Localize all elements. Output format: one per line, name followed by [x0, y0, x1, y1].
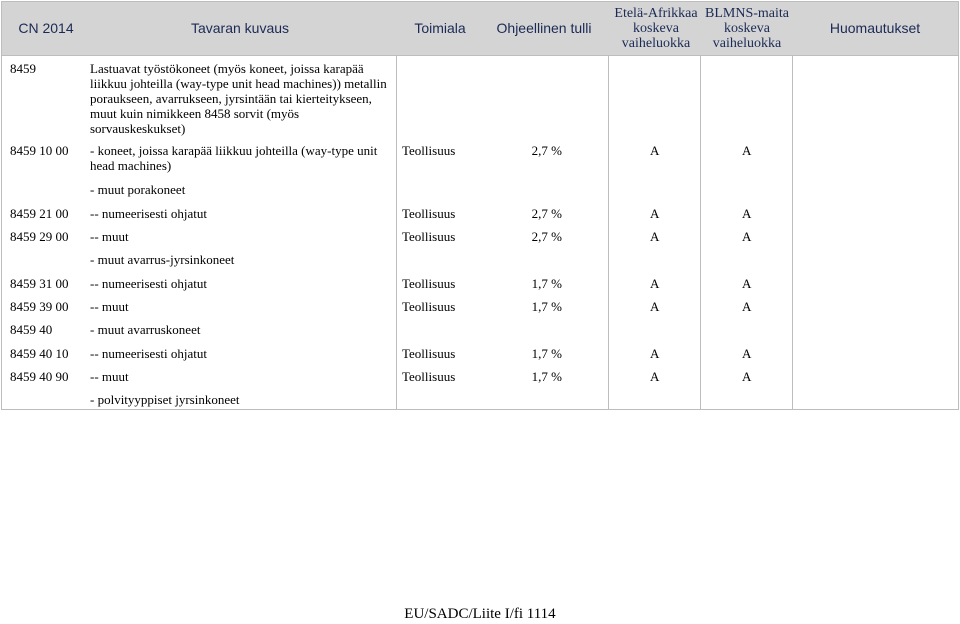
- row-code: 8459 31 00: [10, 276, 69, 291]
- row-code: 8459 40 90: [10, 369, 69, 384]
- row-blmns-category: A: [742, 299, 752, 314]
- header-blmns-category: BLMNS-maita koskeva vaiheluokka: [705, 6, 789, 51]
- row-sector: Teollisuus: [402, 229, 456, 244]
- row-rate: 1,7 %: [531, 346, 562, 361]
- row-za-category: A: [650, 346, 660, 361]
- header-notes: Huomautukset: [829, 20, 921, 36]
- row-code: 8459 39 00: [10, 299, 69, 314]
- row-za-category: A: [650, 143, 660, 158]
- row-sector: Teollisuus: [402, 346, 456, 361]
- row-code: 8459 21 00: [10, 206, 69, 221]
- row-description: -- numeerisesti ohjatut: [90, 276, 207, 291]
- header-cn: CN 2014: [18, 20, 74, 36]
- row-sector: Teollisuus: [402, 206, 456, 221]
- row-rate: 2,7 %: [531, 143, 562, 158]
- tariff-table: [1, 1, 959, 410]
- row-blmns-category: A: [742, 143, 752, 158]
- row-za-category: A: [650, 369, 660, 384]
- row-blmns-category: A: [742, 369, 752, 384]
- row-description: -- muut: [90, 299, 129, 314]
- row-description: - muut avarrus-jyrsinkoneet: [90, 252, 235, 267]
- row-za-category: A: [650, 229, 660, 244]
- column-divider: [608, 56, 609, 409]
- row-blmns-category: A: [742, 346, 752, 361]
- row-za-category: A: [650, 206, 660, 221]
- row-blmns-category: A: [742, 229, 752, 244]
- row-code: 8459 40 10: [10, 346, 69, 361]
- row-rate: 2,7 %: [531, 229, 562, 244]
- row-code: 8459 29 00: [10, 229, 69, 244]
- row-sector: Teollisuus: [402, 143, 456, 158]
- column-divider: [792, 56, 793, 409]
- header-za-category: Etelä-Afrikkaa koskeva vaiheluokka: [614, 6, 698, 51]
- page-footer: EU/SADC/Liite I/fi 1114: [404, 606, 556, 622]
- row-code: 8459: [10, 61, 36, 76]
- row-blmns-category: A: [742, 206, 752, 221]
- row-za-category: A: [650, 299, 660, 314]
- row-za-category: A: [650, 276, 660, 291]
- row-description: -- muut: [90, 229, 129, 244]
- row-rate: 1,7 %: [531, 369, 562, 384]
- row-sector: Teollisuus: [402, 299, 456, 314]
- table-body: [1, 56, 959, 410]
- header-guide-duty: Ohjeellinen tulli: [496, 20, 592, 36]
- row-description: Lastuavat työstökoneet (myös koneet, joissa karapää liikkuu johteilla (way-type unit head machines)) metallin poraukseen, avarrukseen, jyrsintään tai kierteitykseen, muut kuin nimikkeen 8458 sorvit (myös sorvauskeskukset): [90, 61, 387, 136]
- column-divider: [396, 56, 397, 409]
- row-sector: Teollisuus: [402, 276, 456, 291]
- row-description: - muut avarruskoneet: [90, 322, 201, 337]
- row-description: - polvityyppiset jyrsinkoneet: [90, 392, 240, 407]
- column-divider: [700, 56, 701, 409]
- row-rate: 1,7 %: [531, 276, 562, 291]
- row-blmns-category: A: [742, 276, 752, 291]
- row-sector: Teollisuus: [402, 369, 456, 384]
- row-description: -- numeerisesti ohjatut: [90, 206, 207, 221]
- row-rate: 2,7 %: [531, 206, 562, 221]
- row-code: 8459 40: [10, 322, 53, 337]
- row-rate: 1,7 %: [531, 299, 562, 314]
- row-code: 8459 10 00: [10, 143, 69, 158]
- row-description: -- numeerisesti ohjatut: [90, 346, 207, 361]
- header-sector: Toimiala: [414, 20, 466, 36]
- row-description: - koneet, joissa karapää liikkuu johteilla (way-type unit head machines): [90, 143, 378, 173]
- row-description: - muut porakoneet: [90, 182, 186, 197]
- row-description: -- muut: [90, 369, 129, 384]
- table-header: [1, 1, 959, 56]
- header-description: Tavaran kuvaus: [190, 20, 290, 36]
